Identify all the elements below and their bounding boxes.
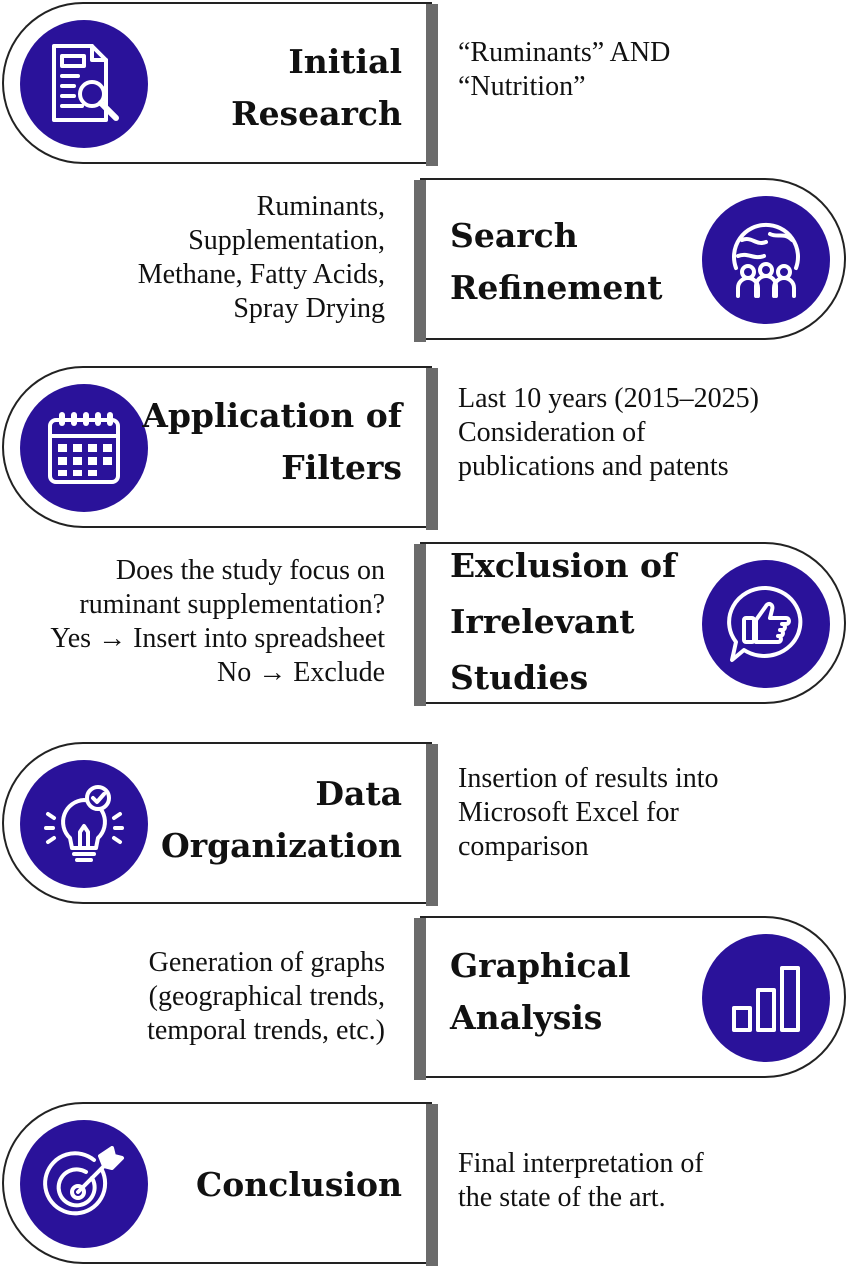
step-pill xyxy=(2,742,432,904)
icon-circle xyxy=(20,20,148,148)
calendar-icon xyxy=(40,404,128,492)
step-title: Conclusion xyxy=(195,1165,402,1204)
icon-circle xyxy=(702,560,830,688)
step-pill xyxy=(420,542,846,704)
step-title: Initial Research xyxy=(231,42,402,133)
step-description: Generation of graphs (geographical trends, temporal trends, etc.) xyxy=(147,947,385,1046)
step-title: Data Organization xyxy=(160,774,402,865)
connector-bar xyxy=(414,544,426,706)
connector-bar xyxy=(426,744,438,906)
icon-circle xyxy=(702,934,830,1062)
icon-circle xyxy=(20,1120,148,1248)
step-pill xyxy=(420,916,846,1078)
target-arrow-icon xyxy=(40,1140,128,1228)
globe-people-icon xyxy=(722,216,810,304)
connector-bar xyxy=(426,4,438,166)
step-title: Application of Filters xyxy=(142,396,402,487)
step-description: Last 10 years (2015–2025) Consideration of publications and patents xyxy=(458,383,759,482)
icon-circle xyxy=(702,196,830,324)
icon-circle xyxy=(20,384,148,512)
thumbs-up-bubble-icon xyxy=(722,580,810,668)
connector-bar xyxy=(414,180,426,342)
step-pill xyxy=(2,2,432,164)
document-search-icon xyxy=(40,40,128,128)
step-description: Does the study focus on ruminant supplementation? Yes → Insert into spreadsheet No → Exclude xyxy=(50,555,385,688)
lightbulb-check-icon xyxy=(40,780,128,868)
step-description: “Ruminants” AND “Nutrition” xyxy=(458,37,671,102)
connector-bar xyxy=(426,1104,438,1266)
step-title: Search Refinement xyxy=(450,216,663,307)
step-description: Final interpretation of the state of the art. xyxy=(458,1148,704,1213)
bar-chart-icon xyxy=(722,954,810,1042)
connector-bar xyxy=(426,368,438,530)
step-description: Ruminants, Supplementation, Methane, Fatty Acids, Spray Drying xyxy=(137,191,385,324)
icon-circle xyxy=(20,760,148,888)
step-title: Graphical Analysis xyxy=(450,946,631,1037)
step-description: Insertion of results into Microsoft Excel for comparison xyxy=(458,763,719,862)
connector-bar xyxy=(414,918,426,1080)
step-pill xyxy=(2,1102,432,1264)
step-pill xyxy=(420,178,846,340)
step-title: Exclusion of Irrelevant Studies xyxy=(450,546,677,697)
step-pill xyxy=(2,366,432,528)
